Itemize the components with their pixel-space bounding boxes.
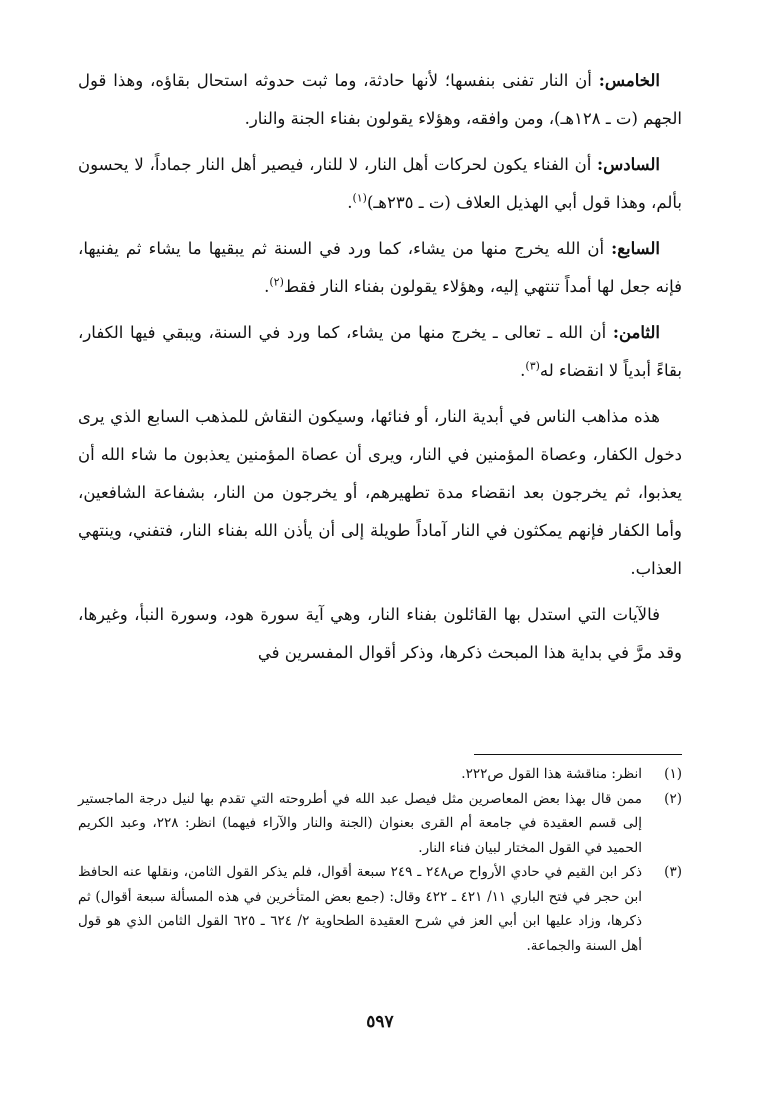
- footnote-ref-2[interactable]: (٢): [269, 275, 284, 289]
- paragraph-lead: السابع:: [611, 239, 660, 258]
- paragraph-text: أن الله ـ تعالى ـ يخرج منها من يشاء، كما ورد في السنة، ويبقي فيها الكفار، بقاءً أبدياً لا انقضاء له: [78, 323, 682, 380]
- footnote-text: انظر: مناقشة هذا القول ص٢٢٢.: [461, 766, 642, 782]
- footnote-number: (٢): [664, 790, 682, 807]
- footnote-ref-1[interactable]: (١): [352, 191, 367, 205]
- paragraph-verses: [78, 596, 682, 672]
- paragraph-text: هذه مذاهب الناس في أبدية النار، أو فنائها، وسيكون النقاش للمذهب السابع الذي يرى دخول الكفار، وعصاة المؤمنين في النار، ويرى أن عصاة المؤمنين يعذبون ما شاء الله أن يعذبوا، ثم يخرجون بعد انقضاء مدة تطهيرهم، أو يخرجون من النار، بشفاعة الشافعين، وأما الكفار فإنهم يمكثون في النار آماداً طويلة إلى أن يأذن الله بفناء النار، فتفني، وينتهي العذاب.: [78, 407, 682, 578]
- page-number: ٥٩٧: [366, 1012, 394, 1032]
- paragraph-summary: [78, 398, 682, 588]
- paragraph-text: فالآيات التي استدل بها القائلون بفناء النار، وهي آية سورة هود، وسورة النبأ، وغيرها، وقد مرَّ في بداية هذا المبحث ذكرها، وذكر أقوال المفسرين في: [78, 605, 682, 662]
- paragraph-fifth-opinion: [78, 62, 682, 138]
- footnote-text: ممن قال بهذا بعض المعاصرين مثل فيصل عبد الله في أطروحته التي تقدم بها لنيل درجة الماجستير إلى قسم العقيدة في جامعة أم القرى بعنوان (الجنة والنار والآراء فيهما) انظر: ٢٢٨، وعبد الكريم الحميد في القول المختار لبيان فناء النار.: [78, 790, 642, 856]
- footnote-2: [78, 787, 682, 861]
- footnote-number: (٣): [664, 864, 682, 880]
- paragraph-tail: .: [520, 361, 526, 380]
- book-page: [78, 62, 682, 1062]
- footnote-divider: [474, 754, 682, 755]
- paragraph-lead: الخامس:: [598, 71, 660, 90]
- footnote-3: [78, 860, 682, 958]
- paragraph-text: أن الله يخرج منها من يشاء، كما ورد في السنة ثم يبقيها ما يشاء ثم يفنيها، فإنه جعل لها أمداً تنتهي إليه، وهؤلاء يقولون بفناء النار فقط: [78, 239, 682, 296]
- paragraph-text: أن الفناء يكون لحركات أهل النار، لا للنار، فيصير أهل النار جماداً، لا يحسون بألم، وهذا قول أبي الهذيل العلاف (ت ـ ٢٣٥هـ): [78, 155, 682, 212]
- paragraph-sixth-opinion: [78, 146, 682, 222]
- paragraph-text: أن النار تفنى بنفسها؛ لأنها حادثة، وما ثبت حدوثه استحال بقاؤه، وهذا قول الجهم (ت ـ ١٢٨هـ)، ومن وافقه، وهؤلاء يقولون بفناء الجنة والنار.: [78, 71, 682, 128]
- paragraph-lead: السادس:: [597, 155, 660, 174]
- footnotes: [78, 762, 682, 958]
- footnote-text: ذكر ابن القيم في حادي الأرواح ص٢٤٨ ـ ٢٤٩ سبعة أقوال، فلم يذكر القول الثامن، ونقلها عنه الحافظ ابن حجر في فتح الباري ١١/ ٤٢١ ـ ٤٢٢ وقال: (جمع بعض المتأخرين في هذه المسألة سبعة أقوال) ثم ذكرها، وزاد عليها ابن أبي العز في شرح العقيدة الطحاوية ٢/ ٦٢٤ ـ ٦٢٥ القول الثامن الذي هو قول أهل السنة والجماعة.: [78, 864, 642, 954]
- footnote-1: [78, 762, 682, 787]
- paragraph-tail: .: [347, 193, 353, 212]
- paragraph-seventh-opinion: [78, 230, 682, 306]
- paragraph-lead: الثامن:: [612, 323, 660, 342]
- paragraph-eighth-opinion: [78, 314, 682, 390]
- footnote-number: (١): [664, 766, 682, 782]
- footnote-ref-3[interactable]: (٣): [525, 359, 540, 373]
- paragraph-tail: .: [264, 277, 270, 296]
